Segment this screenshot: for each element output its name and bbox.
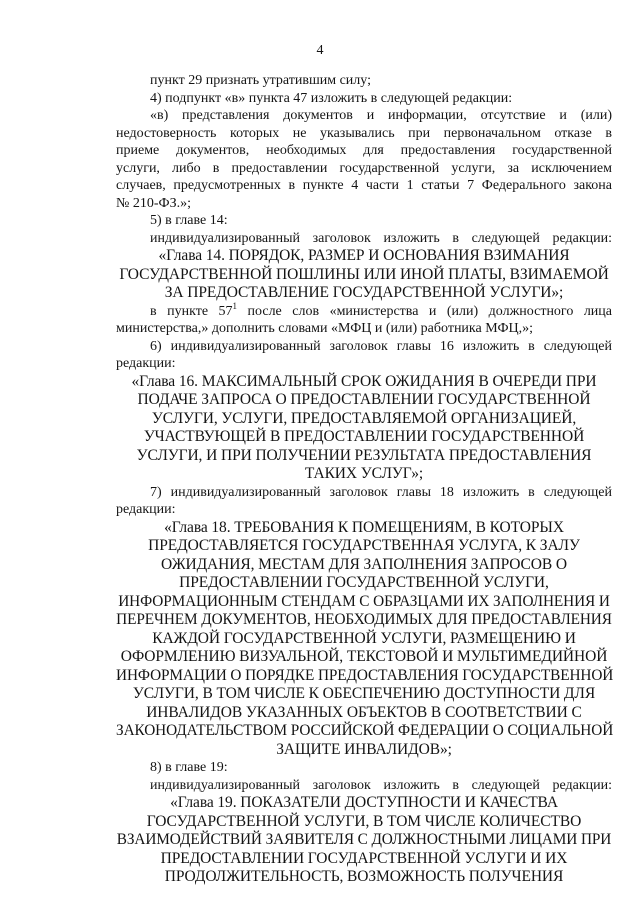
- text-line: ПРЕДОСТАВЛЯЕТСЯ ГОСУДАРСТВЕННАЯ УСЛУГА, К ЗАЛУ: [148, 537, 580, 554]
- text-line: «Глава 19. ПОКАЗАТЕЛИ ДОСТУПНОСТИ И КАЧЕСТВА: [170, 794, 558, 811]
- text-line: приеме документов, необходимых для предоставления государственной: [116, 143, 612, 158]
- text-line: «в) представления документов и информации, отсутствие и (или): [150, 108, 612, 123]
- text-line: ПРОДОЛЖИТЕЛЬНОСТЬ, ВОЗМОЖНОСТЬ ПОЛУЧЕНИЯ: [164, 868, 564, 885]
- text-line: случаев, предусмотренных в пункте 4 части 1 статьи 7 Федерального закона: [116, 178, 612, 193]
- text-line: ПОДАЧЕ ЗАПРОСА О ПРЕДОСТАВЛЕНИИ ГОСУДАРСТВЕННОЙ: [137, 391, 591, 408]
- text-line: УСЛУГИ, В ТОМ ЧИСЛЕ К ОБЕСПЕЧЕНИЮ ДОСТУПНОСТИ ДЛЯ: [132, 685, 596, 702]
- text-line: ОФОРМЛЕНИЮ ВИЗУАЛЬНОЙ, ТЕКСТОВОЙ И МУЛЬТИМЕДИЙНОЙ: [120, 648, 608, 665]
- text-line: ВЗАИМОДЕЙСТВИЙ ЗАЯВИТЕЛЯ С ДОЛЖНОСТНЫМИ ЛИЦАМИ ПРИ: [116, 831, 612, 848]
- text-line: УСЛУГИ, И ПРИ ПОЛУЧЕНИИ РЕЗУЛЬТАТА ПРЕДОСТАВЛЕНИЯ: [136, 446, 592, 464]
- text-line: ПЕРЕЧНЕМ ДОКУМЕНТОВ, НЕОБХОДИМЫХ ДЛЯ ПРЕДОСТАВЛЕНИЯ: [116, 611, 612, 628]
- text-line: № 210-ФЗ.»;: [116, 195, 191, 211]
- text-line: ПРЕДОСТАВЛЕНИИ ГОСУДАРСТВЕННОЙ УСЛУГИ,: [179, 574, 549, 591]
- text-line: недостоверность которых не указывались при первоначальном отказе в: [116, 125, 612, 141]
- text-line: ЗАЩИТЕ ИНВАЛИДОВ»;: [276, 740, 452, 758]
- text-line: индивидуализированный заголовок изложить в следующей редакции:: [150, 230, 612, 246]
- text-line: пункт 29 признать утратившим силу;: [150, 73, 371, 88]
- text-line: ИНВАЛИДОВ УКАЗАННЫХ ОБЪЕКТОВ В СООТВЕТСТВИИ С: [146, 703, 582, 721]
- text-line: УСЛУГИ, УСЛУГИ, ПРЕДОСТАВЛЯЕМОЙ ОРГАНИЗАЦИЕЙ,: [151, 409, 577, 427]
- text-line: редакции:: [116, 356, 176, 371]
- text-line: «Глава 18. ТРЕБОВАНИЯ К ПОМЕЩЕНИЯМ, В КОТОРЫХ: [164, 518, 564, 536]
- text-line: в пункте $57^1$ после слов «министерства и (или) должностного лица: [150, 300, 613, 319]
- text-line: ИНФОРМАЦИИ О ПОРЯДКЕ ПРЕДОСТАВЛЕНИЯ ГОСУДАРСТВЕННОЙ: [116, 666, 614, 684]
- document-body: [116, 72, 612, 887]
- text-line: «Глава 14. ПОРЯДОК, РАЗМЕР И ОСНОВАНИЯ ВЗИМАНИЯ: [158, 247, 570, 264]
- text-line: КАЖДОЙ ГОСУДАРСТВЕННОЙ УСЛУГИ, РАЗМЕЩЕНИЮ И: [152, 629, 576, 647]
- text-line: редакции:: [116, 502, 176, 517]
- text-line: 6) индивидуализированный заголовок главы 16 изложить в следующей: [150, 338, 612, 354]
- page-number: 4: [316, 43, 324, 58]
- text-line: ПРЕДОСТАВЛЕНИИ ГОСУДАРСТВЕННОЙ УСЛУГИ И ИХ: [160, 849, 568, 867]
- superscript: 1: [232, 300, 238, 311]
- text-line: ЗАКОНОДАТЕЛЬСТВОМ РОССИЙСКОЙ ФЕДЕРАЦИИ О СОЦИАЛЬНОЙ: [116, 722, 614, 739]
- text-line: ТАКИХ УСЛУГ»;: [304, 465, 424, 482]
- text-line: 7) индивидуализированный заголовок главы 18 изложить в следующей: [150, 484, 612, 500]
- text-line: 8) в главе 19:: [150, 760, 228, 775]
- text-line: ОЖИДАНИЯ, МЕСТАМ ДЛЯ ЗАПОЛНЕНИЯ ЗАПРОСОВ О: [161, 555, 567, 573]
- text-line: индивидуализированный заголовок изложить в следующей редакции:: [150, 777, 612, 793]
- text-line: ГОСУДАРСТВЕННОЙ УСЛУГИ, В ТОМ ЧИСЛЕ КОЛИЧЕСТВО: [146, 812, 582, 830]
- text-line: ГОСУДАРСТВЕННОЙ ПОШЛИНЫ ИЛИ ИНОЙ ПЛАТЫ, ВЗИМАЕМОЙ: [119, 265, 609, 283]
- text-line: УЧАСТВУЮЩЕЙ В ПРЕДОСТАВЛЕНИИ ГОСУДАРСТВЕННОЙ: [143, 428, 585, 445]
- text-line: ЗА ПРЕДОСТАВЛЕНИЕ ГОСУДАРСТВЕННОЙ УСЛУГИ»;: [164, 284, 564, 301]
- text-line: «Глава 16. МАКСИМАЛЬНЫЙ СРОК ОЖИДАНИЯ В ОЧЕРЕДИ ПРИ: [131, 372, 597, 390]
- text-line: 4) подпункт «в» пункта 47 изложить в следующей редакции:: [150, 90, 513, 106]
- text-line: услуги, либо в предоставлении государственной услуги, за исключением: [116, 160, 612, 176]
- text-line: 5) в главе 14:: [150, 213, 228, 228]
- text-line: министерства,» дополнить словами «МФЦ и (или) работника МФЦ,»;: [116, 321, 534, 336]
- text-line: ИНФОРМАЦИОННЫМ СТЕНДАМ С ОБРАЗЦАМИ ИХ ЗАПОЛНЕНИЯ И: [118, 592, 610, 610]
